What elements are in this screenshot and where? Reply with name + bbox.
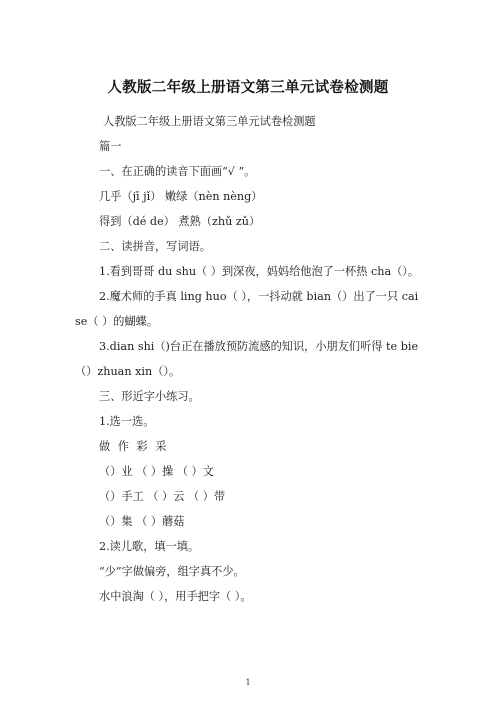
question-heading: 一、在正确的读音下面画“√ ”。 (99, 165, 256, 178)
page-number: 1 (245, 678, 251, 687)
question-line: se（ ）的蝴蝶。 (75, 315, 159, 328)
document-subtitle: 人教版二年级上册语文第三单元试卷检测题 (103, 115, 316, 128)
document-title: 人教版二年级上册语文第三单元试卷检测题 (107, 80, 389, 96)
question-line: 1.看到哥哥 du shu（ ）到深夜，妈妈给他泡了一杯热 cha（）。 (99, 265, 420, 278)
question-heading: 三、形近字小练习。 (99, 390, 200, 403)
character-choices: 做 作 彩 采 (99, 440, 167, 453)
rhyme-line: “少”字做偏旁，组字真不少。 (99, 565, 245, 578)
question-heading: 二、读拼音，写词语。 (99, 240, 211, 253)
fill-blank-line: （）集 （ ）蘑菇 (99, 515, 185, 528)
question-line: 3.dian shi（)台正在播放预防流感的知识，小朋友们听得 te bie (99, 340, 419, 353)
question-line: 得到（dé de） 煮熟（zhǔ zǔ） (99, 215, 261, 228)
question-line: 2.魔术师的手真 ling huo（ ），一抖动就 bian（）出了一只 cai (99, 290, 419, 303)
sub-question: 1.选一选。 (99, 415, 155, 428)
section-label: 篇一 (99, 140, 122, 153)
question-line: （）zhuan xin（）。 (75, 365, 181, 378)
rhyme-line: 水中浪淘（ ），用手把字（ ）。 (99, 590, 252, 603)
question-line: 几乎（jī jǐ） 嫩绿（nèn nèng） (99, 190, 263, 203)
fill-blank-line: （）业 （ ）操 （ ）文 (99, 465, 214, 478)
sub-question: 2.读儿歌，填一填。 (99, 540, 200, 553)
fill-blank-line: （）手工 （ ）云 （ ）带 (99, 490, 226, 503)
